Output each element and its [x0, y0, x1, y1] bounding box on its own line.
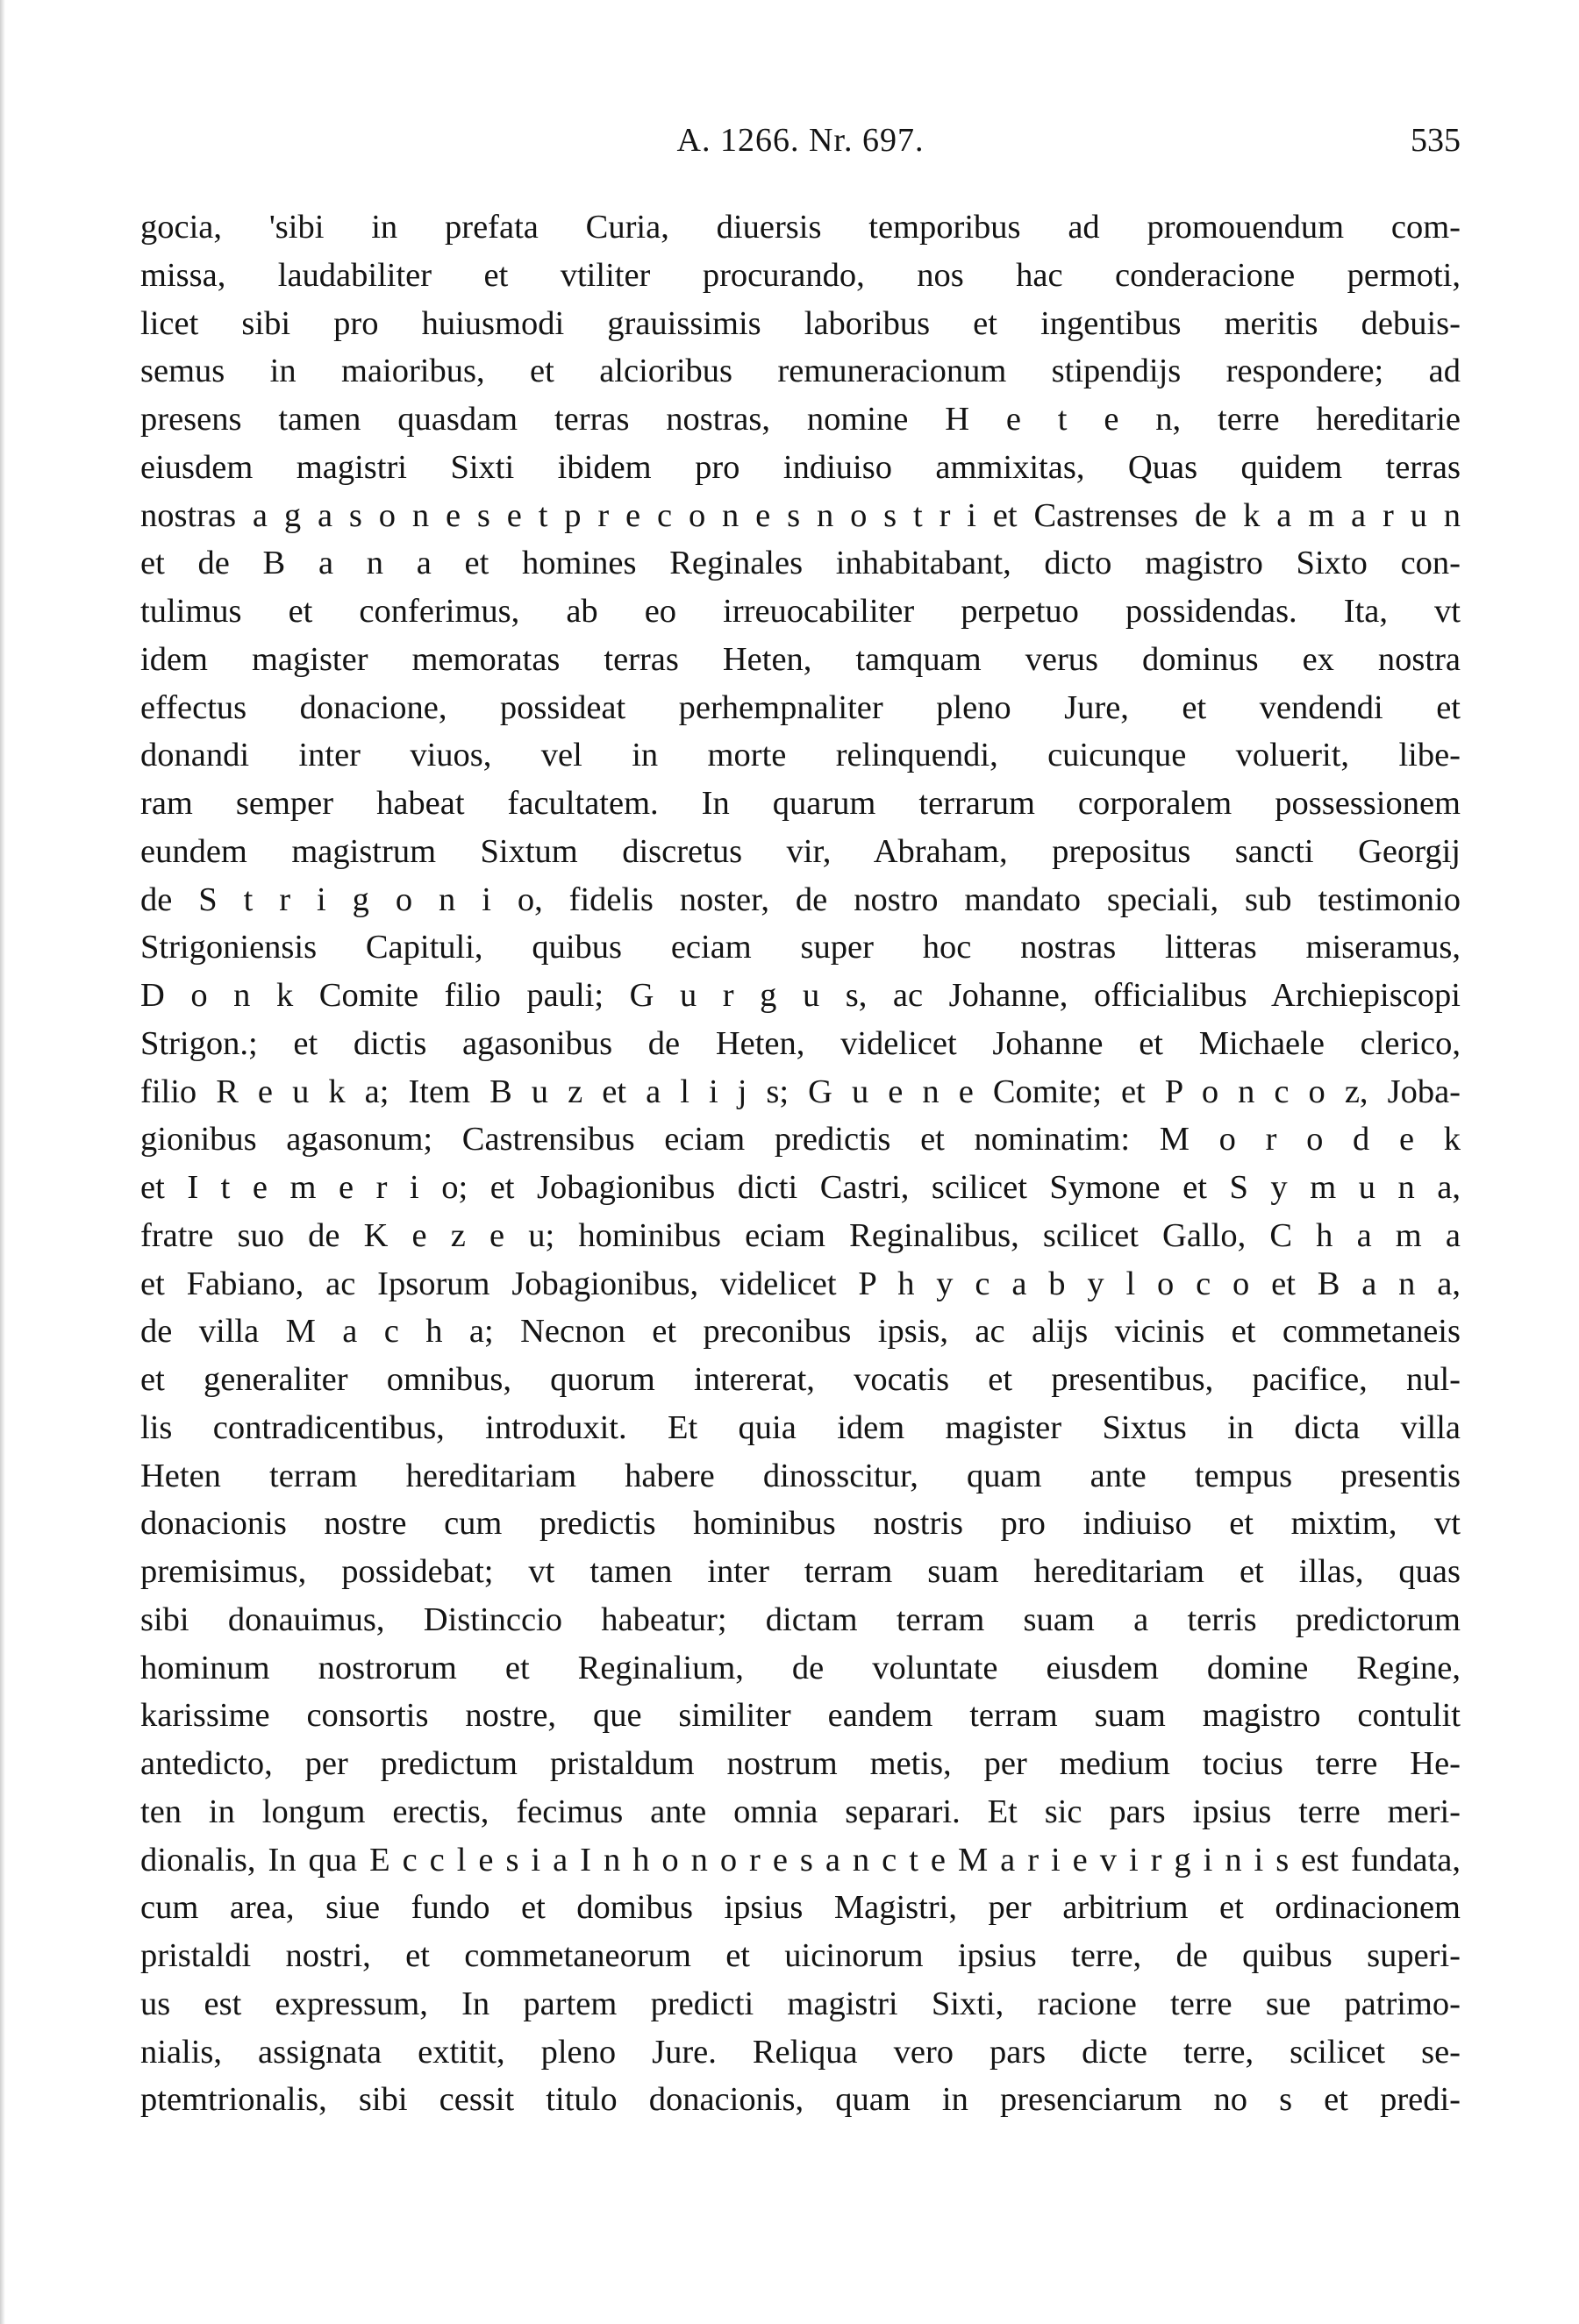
text-line: eundem magistrum Sixtum discretus vir, Abraham, prepositus sancti Georgij [140, 832, 1461, 870]
text-line: de villa M a c h a; Necnon et preconibus ipsis, ac alijs vicinis et commetaneis [140, 1313, 1461, 1351]
text-line: tulimus et conferimus, ab eo irreuocabiliter perpetuo possidendas. Ita, vt [140, 593, 1461, 630]
page-number: 535 [1411, 122, 1461, 159]
text-line: karissime consortis nostre, que similiter eandem terram suam magistro contulit [140, 1697, 1461, 1735]
text-line: et de B a n a et homines Reginales inhabitabant, dicto magistro Sixto con- [140, 545, 1461, 582]
text-line: eiusdem magistri Sixti ibidem pro indiuiso ammixitas, Quas quidem terras [140, 448, 1461, 486]
text-line: antedicto, per predictum pristaldum nostrum metis, per medium tocius terre He- [140, 1745, 1461, 1782]
text-line: idem magister memoratas terras Heten, tamquam verus dominus ex nostra [140, 640, 1461, 678]
text-line: lis contradicentibus, introduxit. Et quia idem magister Sixtus in dicta villa [140, 1408, 1461, 1446]
text-line: Heten terram hereditariam habere dinosscitur, quam ante tempus presentis [140, 1457, 1461, 1494]
text-line: licet sibi pro huiusmodi grauissimis laboribus et ingentibus meritis debuis- [140, 304, 1461, 342]
text-line: et I t e m e r i o; et Jobagionibus dicti Castri, scilicet Symone et S y m u n a, [140, 1169, 1461, 1206]
text-line: Strigoniensis Capituli, quibus eciam super hoc nostras litteras miseramus, [140, 929, 1461, 966]
text-line: dionalis, In qua E c c l e s i a I n h o n o r e s a n c t e M a r i e v i r g i n i s est fundata, [140, 1841, 1461, 1878]
text-line: fratre suo de K e z e u; hominibus eciam Reginalibus, scilicet Gallo, C h a m a [140, 1216, 1461, 1254]
text-line: nostras a g a s o n e s e t p r e c o n e s n o s t r i et Castrenses de k a m a r u n [140, 496, 1461, 534]
running-head: A. 1266. Nr. 697. [676, 122, 925, 159]
text-line: cum area, siue fundo et domibus ipsius Magistri, per arbitrium et ordinacionem [140, 1889, 1461, 1927]
scan-edge-shadow [0, 0, 5, 2324]
text-line: presens tamen quasdam terras nostras, nomine H e t e n, terre hereditarie [140, 401, 1461, 438]
text-line: de S t r i g o n i o, fidelis noster, de nostro mandato speciali, sub testimonio [140, 880, 1461, 918]
text-line: semus in maioribus, et alcioribus remuneracionum stipendijs respondere; ad [140, 353, 1461, 390]
text-line: ten in longum erectis, fecimus ante omnia separari. Et sic pars ipsius terre meri- [140, 1793, 1461, 1830]
text-line: donacionis nostre cum predictis hominibus nostris pro indiuiso et mixtim, vt [140, 1505, 1461, 1543]
text-line: gionibus agasonum; Castrensibus eciam predictis et nominatim: M o r o d e k [140, 1121, 1461, 1158]
text-line: effectus donacione, possideat perhempnaliter pleno Jure, et vendendi et [140, 688, 1461, 726]
page-header [140, 121, 1461, 174]
text-line: D o n k Comite filio pauli; G u r g u s, ac Johanne, officialibus Archiepiscopi [140, 977, 1461, 1014]
text-line: et generaliter omnibus, quorum intererat, vocatis et presentibus, pacifice, nul- [140, 1361, 1461, 1398]
text-line: ram semper habeat facultatem. In quarum terrarum corporalem possessionem [140, 785, 1461, 822]
text-line: hominum nostrorum et Reginalium, de voluntate eiusdem domine Regine, [140, 1649, 1461, 1686]
text-line: us est expressum, In partem predicti magistri Sixti, racione terre sue patrimo- [140, 1985, 1461, 2022]
text-line: filio R e u k a; Item B u z et a l i j s; G u e n e Comite; et P o n c o z, Joba- [140, 1073, 1461, 1110]
text-line: premisimus, possidebat; vt tamen inter terram suam hereditariam et illas, quas [140, 1553, 1461, 1590]
text-line: sibi donauimus, Distinccio habeatur; dictam terram suam a terris predictorum [140, 1600, 1461, 1638]
text-line: gocia, 'sibi in prefata Curia, diuersis temporibus ad promouendum com- [140, 209, 1461, 246]
text-line: missa, laudabiliter et vtiliter procurando, nos hac conderacione permoti, [140, 256, 1461, 294]
text-line: donandi inter viuos, vel in morte relinquendi, cuicunque voluerit, libe- [140, 737, 1461, 774]
text-line: et Fabiano, ac Ipsorum Jobagionibus, videlicet P h y c a b y l o c o et B a n a, [140, 1265, 1461, 1302]
text-line: ptemtrionalis, sibi cessit titulo donacionis, quam in presenciarum no s et predi- [140, 2081, 1461, 2119]
text-line: Strigon.; et dictis agasonibus de Heten, videlicet Johanne et Michaele clerico, [140, 1024, 1461, 1062]
text-line: pristaldi nostri, et commetaneorum et uicinorum ipsius terre, de quibus superi- [140, 1937, 1461, 1974]
text-line: nialis, assignata extitit, pleno Jure. Reliqua vero pars dicte terre, scilicet se- [140, 2033, 1461, 2071]
body-text [140, 203, 1461, 2124]
